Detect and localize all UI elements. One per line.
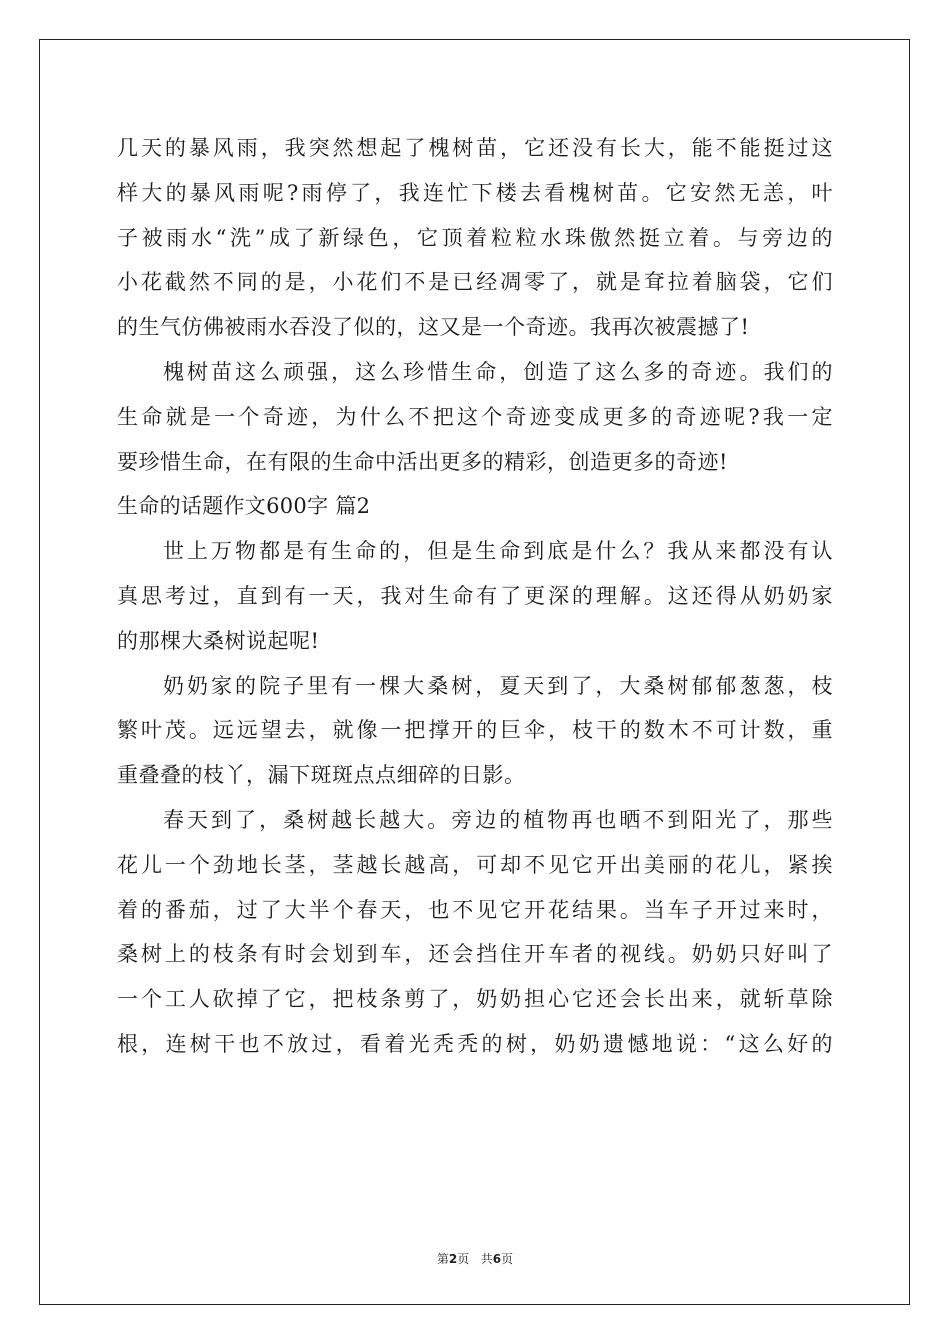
footer-suffix: 页 <box>501 1252 514 1266</box>
text-line: 春天到了，桑树越长越大。旁边的植物再也晒不到阳光了，那些 <box>163 807 833 832</box>
section-heading: 生命的话题作文600字 篇2 <box>117 494 371 519</box>
text-line: 生命就是一个奇迹，为什么不把这个奇迹变成更多的奇迹呢?我一定 <box>117 404 833 429</box>
footer-mid: 页 共 <box>457 1252 493 1266</box>
text-line: 一个工人砍掉了它，把枝条剪了，奶奶担心它还会长出来，就斩草除 <box>117 987 833 1012</box>
text-line: 着的番茄，过了大半个春天，也不见它开花结果。当车子开过来时， <box>117 897 833 922</box>
text-line: 繁叶茂。远远望去，就像一把撑开的巨伞，枝干的数木不可计数，重 <box>117 718 833 743</box>
text-line: 几天的暴风雨，我突然想起了槐树苗，它还没有长大，能不能挺过这 <box>117 136 833 160</box>
text-line: 的那棵大桑树说起呢! <box>117 628 320 653</box>
text-line: 世上万物都是有生命的，但是生命到底是什么？我从来都没有认 <box>163 539 833 564</box>
page-footer <box>0 1250 950 1267</box>
text-line: 根，连树干也不放过，看着光秃秃的树，奶奶遗憾地说：“这么好的 <box>117 1031 833 1056</box>
text-line: 桑树上的枝条有时会划到车，还会挡住开车者的视线。奶奶只好叫了 <box>117 942 833 967</box>
document-body <box>117 126 833 1067</box>
footer-total-pages: 6 <box>492 1252 502 1266</box>
text-line: 槐树苗这么顽强，这么珍惜生命，创造了这么多的奇迹。我们的 <box>163 359 833 384</box>
footer-page-number: 2 <box>448 1252 458 1266</box>
text-line: 样大的暴风雨呢?雨停了，我连忙下楼去看槐树苗。它安然无恙，叶 <box>117 180 833 205</box>
text-line: 小花截然不同的是，小花们不是已经凋零了，就是耷拉着脑袋，它们 <box>117 270 833 295</box>
text-line: 重叠叠的枝丫，漏下斑斑点点细碎的日影。 <box>117 763 526 788</box>
text-line: 奶奶家的院子里有一棵大桑树，夏天到了，大桑树郁郁葱葱，枝 <box>163 673 833 698</box>
text-line: 真思考过，直到有一天，我对生命有了更深的理解。这还得从奶奶家 <box>117 583 833 608</box>
text-line: 子被雨水“洗”成了新绿色，它顶着粒粒水珠傲然挺立着。与旁边的 <box>117 225 833 250</box>
text-line: 花儿一个劲地长茎，茎越长越高，可却不见它开出美丽的花儿，紧挨 <box>117 852 833 877</box>
footer-prefix: 第 <box>436 1252 449 1266</box>
text-line: 的生气仿佛被雨水吞没了似的，这又是一个奇迹。我再次被震撼了! <box>117 315 750 340</box>
text-line: 要珍惜生命，在有限的生命中活出更多的精彩，创造更多的奇迹! <box>117 449 728 474</box>
